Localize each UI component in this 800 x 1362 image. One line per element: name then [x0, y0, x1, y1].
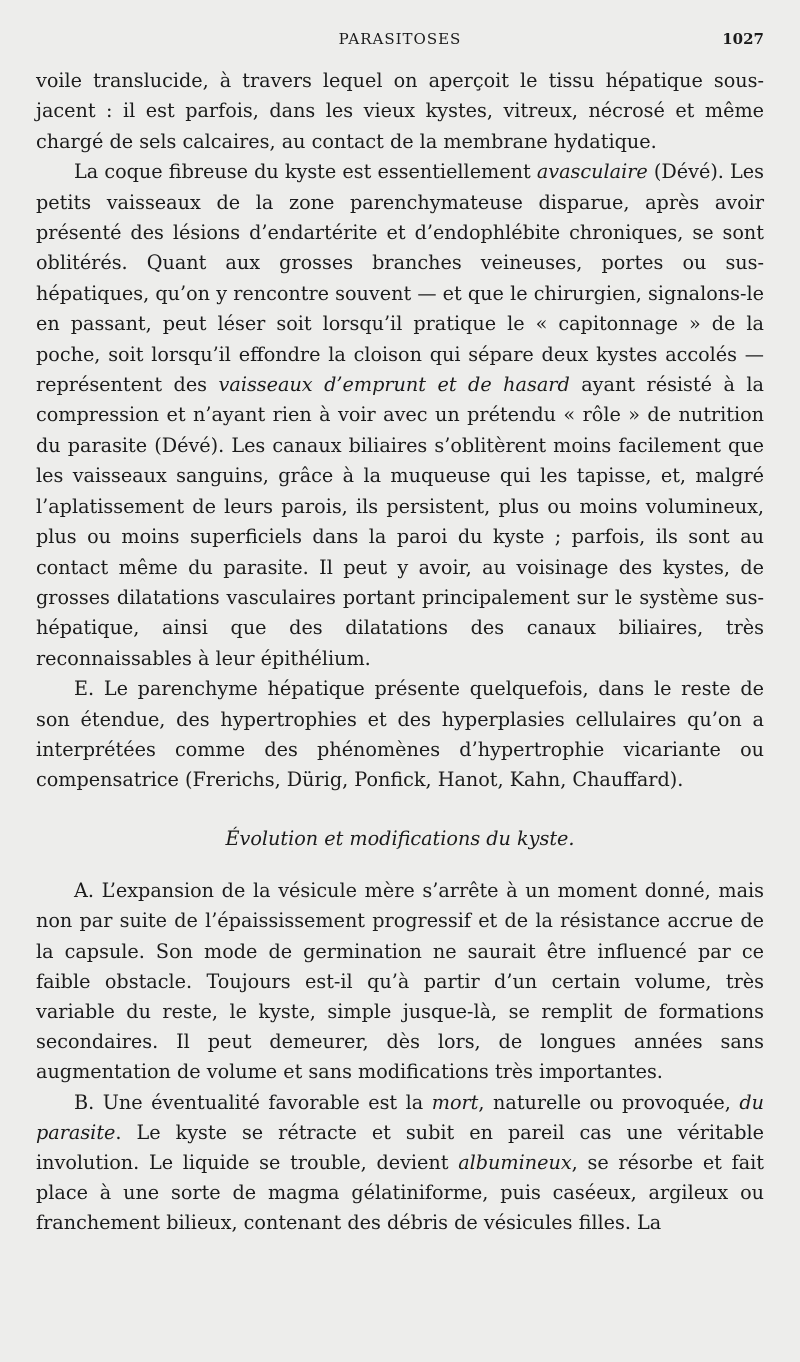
running-header — [36, 30, 764, 54]
section-evolution — [36, 876, 764, 1238]
italic-term: avasculaire — [536, 160, 648, 184]
section-heading: Évolution et modifications du kyste. — [225, 826, 575, 850]
italic-term: albumineux — [458, 1150, 572, 1174]
paragraph-continued: voile translucide, à travers lequel on aperçoit le tissu hépatique sous-jacent : il est parfois, dans les vieux kystes, vitreux, nécrosé et même chargé de sels calcaires, au contact de la membrane hydatique. — [36, 69, 764, 153]
page-number: 1027 — [722, 30, 764, 48]
text-run: . Le kyste se rétracte et subit en pareil cas une véritable involution. Le liquide se trouble, devient — [36, 1120, 764, 1174]
paragraph-E: E. Le parenchyme hépatique présente quelquefois, dans le reste de son étendue, des hypertrophies et des hyperplasies cellulaires qu’on a interprétées comme des phénomènes d’hypertrophie vicariante ou compensatrice (Frerichs, Dürig, Ponfick, Hanot, Kahn, Chauffard). — [36, 677, 764, 792]
text-run: B. Une éventualité favorable est la — [74, 1090, 432, 1114]
page-body — [36, 66, 764, 1239]
text-run: ayant résisté à la compression et n’ayant rien à voir avec un prétendu « rôle » de nutrition du parasite (Dévé). Les canaux biliaires s’oblitèrent moins facilement que les vaisseaux sanguins, grâce à la muqueuse qui les tapisse, et, malgré l’aplatissement de leurs parois, ils persistent, plus ou moins volumineux, plus ou moins superficiels dans la paroi du kyste ; parfois, ils sont au contact même du parasite. Il peut y avoir, au voisinage des kystes, de grosses dilatations vasculaires portant principalement sur le système sus-hépatique, ainsi que des dilatations des canaux biliaires, très reconnaissables à leur épithélium. — [36, 373, 765, 670]
italic-term: mort — [431, 1090, 479, 1114]
text-run: , naturelle ou provoquée, — [478, 1090, 740, 1114]
italic-term: vaisseaux d’emprunt et de hasard — [218, 373, 570, 397]
running-title: PARASITOSES — [338, 30, 462, 48]
text-run: (Dévé). Les petits vaisseaux de la zone parenchymateuse disparue, après avoir présenté des lésions d’endartérite et d’endophlébite chroniques, se sont oblitérés. Quant aux grosses branches veineuses, portes ou sus-hépatiques, qu’on y rencontre souvent — et que le chirurgien, signalons-le en passant, peut léser soit lorsqu’il pratique le « capitonnage » de la poche, soit lorsqu’il effondre la cloison qui sépare deux kystes accolés — représentent des — [36, 160, 764, 397]
paragraph-B — [36, 1088, 764, 1239]
paragraph-fibrous-shell — [36, 157, 764, 674]
text-run: La coque fibreuse du kyste est essentiellement — [74, 160, 537, 184]
italic-term: du parasite — [36, 1090, 764, 1144]
paragraph-A: A. L’expansion de la vésicule mère s’arrête à un moment donné, mais non par suite de l’épaississement progressif et de la résistance accrue de la capsule. Son mode de germination ne saurait être influencé par ce faible obstacle. Toujours est-il qu’à partir d’un certain volume, très variable du reste, le kyste, simple jusque-là, se remplit de formations secondaires. Il peut demeurer, dès lors, de longues années sans augmentation de volume et sans modifications très importantes. — [36, 879, 764, 1084]
text-run: , se résorbe et fait place à une sorte de magma gélatiniforme, puis caséeux, argileux ou franchement bilieux, contenant des débris de vésicules filles. La — [36, 1150, 764, 1235]
